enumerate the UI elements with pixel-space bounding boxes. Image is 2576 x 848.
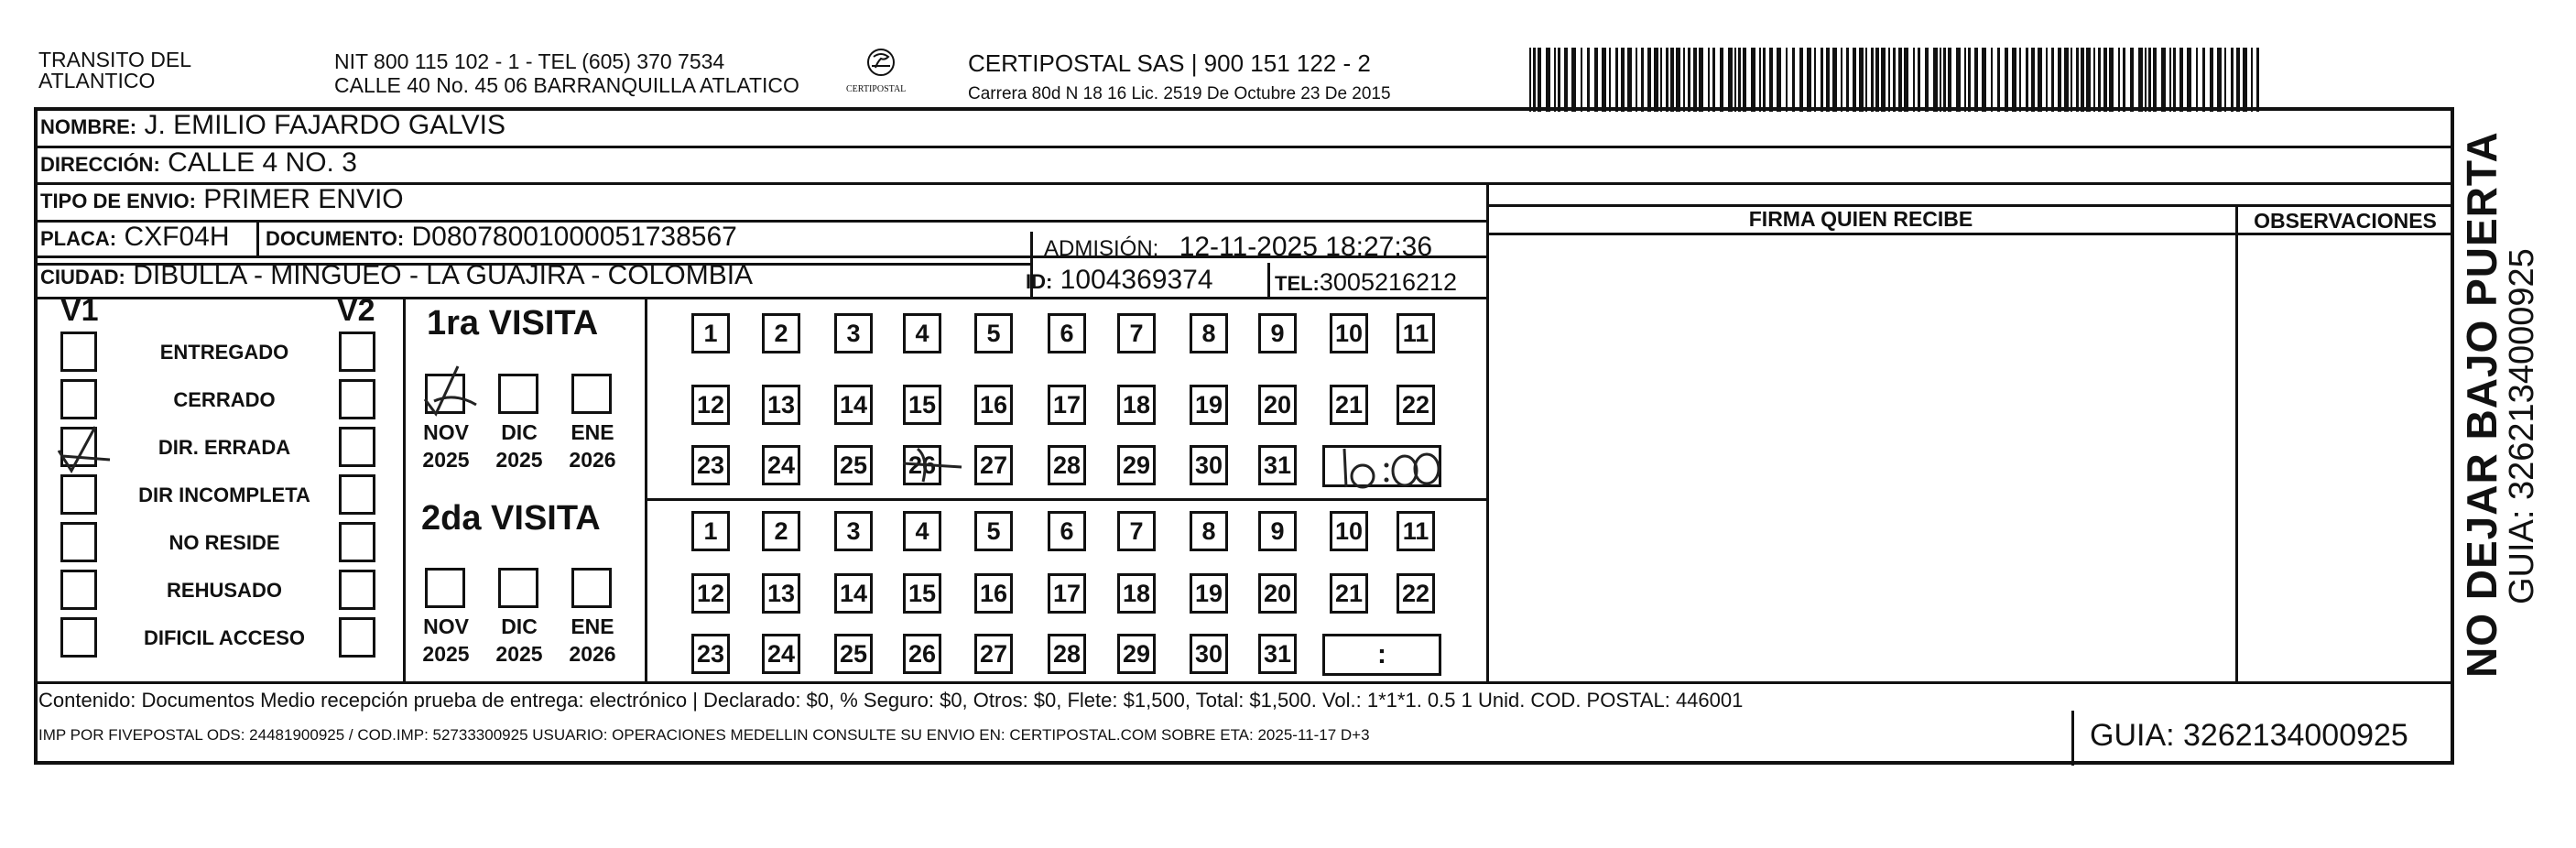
barcode-bar: [1728, 48, 1733, 112]
barcode-bar: [1627, 48, 1632, 112]
guide-number: GUIA: 3262134000925: [2090, 718, 2408, 753]
day-box[interactable]: 8: [1190, 511, 1228, 551]
v2-checkbox[interactable]: [339, 474, 375, 515]
day-box[interactable]: 14: [834, 573, 873, 614]
side-guide-number: GUIA: 3262134000925: [2503, 248, 2541, 604]
day-box[interactable]: 5: [974, 313, 1013, 353]
barcode-bar: [2038, 48, 2042, 112]
v2-checkbox[interactable]: [339, 427, 375, 467]
day-box[interactable]: 1: [691, 313, 730, 353]
day-box[interactable]: 24: [762, 634, 800, 674]
barcode-bar: [1841, 48, 1842, 112]
barcode-bar: [1759, 48, 1761, 112]
barcode-bar: [2051, 48, 2054, 112]
barcode-bar: [2076, 48, 2079, 112]
day-box[interactable]: 11: [1397, 313, 1435, 353]
barcode: [1529, 48, 2269, 112]
sender-name-line1: TRANSITO DEL: [38, 48, 191, 71]
shipping-type: PRIMER ENVIO: [203, 184, 404, 214]
year-label: 2025: [422, 642, 470, 666]
admission-datetime: 12-11-2025 18:27:36: [1179, 232, 1433, 262]
status-option-label: CERRADO: [173, 388, 276, 411]
tel-field: [1275, 266, 1457, 299]
v2-checkbox[interactable]: [339, 332, 375, 372]
day-box[interactable]: 10: [1330, 313, 1368, 353]
document-field: [266, 222, 737, 255]
recipient-tel: 3005216212: [1319, 268, 1458, 296]
barcode-bar: [2019, 48, 2021, 112]
row-divider: [36, 681, 2452, 684]
barcode-bar: [1769, 48, 1773, 112]
barcode-bar: [2123, 48, 2125, 112]
status-option-label: DIR INCOMPLETA: [138, 484, 310, 506]
barcode-bar: [1853, 48, 1856, 112]
barcode-bar: [1997, 48, 2000, 112]
month-checkbox[interactable]: [498, 374, 538, 414]
certipostal-logo-text: CERTIPOSTAL: [846, 84, 907, 94]
day-box[interactable]: 29: [1117, 445, 1156, 485]
day-box[interactable]: 24: [762, 445, 800, 485]
barcode-bar: [1846, 48, 1849, 112]
barcode-bar: [2081, 48, 2084, 112]
barcode-bar: [1777, 48, 1781, 112]
first-visit-label: 1ra VISITA: [427, 304, 599, 342]
barcode-bar: [2031, 48, 2035, 112]
barcode-bar: [2012, 48, 2016, 112]
day-box[interactable]: 21: [1330, 385, 1368, 425]
barcode-bar: [1968, 48, 1971, 112]
day-box[interactable]: 10: [1330, 511, 1368, 551]
barcode-bar: [2093, 48, 2095, 112]
column-divider: [1486, 182, 1489, 682]
v1-checkbox[interactable]: [60, 379, 97, 419]
day-box[interactable]: 20: [1258, 385, 1297, 425]
handwritten-time: [1330, 445, 1449, 491]
month-label: NOV: [423, 614, 469, 638]
barcode-bar: [2224, 48, 2226, 112]
status-option-label: REHUSADO: [167, 579, 282, 602]
barcode-bar: [2026, 48, 2028, 112]
plate: CXF04H: [124, 222, 230, 252]
barcode-bar: [1683, 48, 1685, 112]
day-box[interactable]: 31: [1258, 445, 1297, 485]
shipping-type-label: TIPO DE ENVIO:: [40, 190, 196, 212]
certipostal-logo: [844, 46, 918, 103]
barcode-bar: [1875, 48, 1879, 112]
barcode-bar: [2138, 48, 2143, 112]
barcode-bar: [1602, 48, 1606, 112]
barcode-bar: [1615, 48, 1618, 112]
barcode-bar: [2196, 48, 2198, 112]
barcode-bar: [1763, 48, 1766, 112]
column-divider: [256, 220, 259, 256]
barcode-bar: [1991, 48, 1993, 112]
year-label: 2025: [422, 448, 470, 472]
barcode-bar: [1676, 48, 1680, 112]
barcode-bar: [1792, 48, 1795, 112]
barcode-bar: [1821, 48, 1823, 112]
day-box[interactable]: 23: [691, 445, 730, 485]
recipient-address: CALLE 4 NO. 3: [168, 147, 357, 178]
nov-check-mark: [421, 364, 485, 419]
v2-checkbox[interactable]: [339, 570, 375, 610]
courier-address-license: Carrera 80d N 18 16 Lic. 2519 De Octubre 23 De 2015: [968, 84, 1391, 103]
barcode-bar: [1564, 48, 1568, 112]
v2-label: V2: [337, 293, 375, 328]
courier-name-nit: CERTIPOSTAL SAS | 900 151 122 - 2: [968, 49, 1371, 77]
barcode-bar: [1693, 48, 1697, 112]
barcode-bar: [2169, 48, 2171, 112]
tel-label: TEL:: [1275, 272, 1320, 295]
barcode-bar: [1865, 48, 1867, 112]
barcode-bar: [1533, 48, 1536, 112]
month-checkbox[interactable]: [425, 568, 465, 608]
day-box[interactable]: 19: [1190, 573, 1228, 614]
barcode-bar: [1571, 48, 1576, 112]
barcode-bar: [2103, 48, 2107, 112]
contents-declaration: Contenido: Documentos Medio recepción prueba de entrega: electrónico | Declarado: $0, % Seguro: $0, Otros: $0, Flete: $1,500, Total: $1,500. Vol.: 1*1*1. 0.5 1 Unid. COD. POSTAL: 446001: [38, 689, 1744, 712]
barcode-bar: [1738, 48, 1741, 112]
barcode-bar: [2251, 48, 2253, 112]
barcode-bar: [1587, 48, 1590, 112]
barcode-bar: [1807, 48, 1811, 112]
barcode-bar: [1688, 48, 1690, 112]
barcode-bar: [1898, 48, 1902, 112]
day-box[interactable]: 1: [691, 511, 730, 551]
shipping-type-row: [40, 184, 404, 217]
address-row: [40, 147, 357, 180]
barcode-bar: [2109, 48, 2114, 112]
barcode-bar: [1933, 48, 1938, 112]
day-box[interactable]: 12: [691, 573, 730, 614]
barcode-bar: [1743, 48, 1746, 112]
barcode-bar: [1832, 48, 1837, 112]
address-label: DIRECCIÓN:: [40, 153, 160, 176]
barcode-bar: [1594, 48, 1598, 112]
barcode-bar: [1913, 48, 1915, 112]
barcode-bar: [1948, 48, 1951, 112]
year-label: 2025: [495, 448, 543, 472]
year-label: 2025: [495, 642, 543, 666]
barcode-bar: [1786, 48, 1788, 112]
day-box[interactable]: 19: [1190, 385, 1228, 425]
day-box[interactable]: 5: [974, 511, 1013, 551]
barcode-bar: [2058, 48, 2061, 112]
status-option-label: DIR. ERRADA: [158, 436, 291, 459]
day-box[interactable]: 17: [1048, 573, 1086, 614]
month-label: NOV: [423, 420, 469, 444]
admission-label: ADMISIÓN:: [1044, 236, 1159, 261]
barcode-bar: [2256, 48, 2259, 112]
print-info: IMP POR FIVEPOSTAL ODS: 24481900925 / COD.IMP: 52733300925 USUARIO: OPERACIONES MEDELLIN CONSULTE SU ENVIO EN: CERTIPOSTAL.COM SOBRE ETA: 2025-11-17 D+3: [38, 726, 1370, 744]
recipient-id: 1004369374: [1060, 265, 1213, 295]
do-not-leave-under-door: NO DEJAR BAJO PUERTA: [2458, 131, 2505, 678]
id-field: [1026, 265, 1213, 298]
barcode-bar: [2231, 48, 2234, 112]
barcode-bar: [2005, 48, 2008, 112]
barcode-bar: [1925, 48, 1929, 112]
barcode-bar: [1888, 48, 1890, 112]
day-box[interactable]: 17: [1048, 385, 1086, 425]
sender-nit-phone: NIT 800 115 102 - 1 - TEL (605) 370 7534: [334, 49, 725, 73]
barcode-bar: [1699, 48, 1703, 112]
barcode-bar: [2118, 48, 2120, 112]
day-box[interactable]: 7: [1117, 511, 1156, 551]
barcode-bar: [1982, 48, 1986, 112]
status-option-label: DIFICIL ACCESO: [143, 626, 305, 649]
row-divider: [36, 146, 2452, 148]
month-checkbox[interactable]: [571, 374, 612, 414]
plate-label: PLACA:: [40, 227, 117, 250]
day-box[interactable]: 31: [1258, 634, 1297, 674]
barcode-bar: [2153, 48, 2157, 112]
barcode-bar: [1734, 48, 1736, 112]
barcode-bar: [1654, 48, 1658, 112]
month-checkbox[interactable]: [498, 568, 538, 608]
barcode-bar: [1859, 48, 1864, 112]
barcode-bar: [1881, 48, 1886, 112]
admission-field: [1044, 232, 1432, 265]
day-box[interactable]: 13: [762, 385, 800, 425]
day-box[interactable]: 2: [762, 511, 800, 551]
column-divider: [403, 297, 406, 681]
barcode-bar: [2236, 48, 2240, 112]
observations-header: OBSERVACIONES: [2254, 209, 2437, 233]
barcode-bar: [1751, 48, 1755, 112]
day-box[interactable]: 14: [834, 385, 873, 425]
barcode-bar: [1943, 48, 1946, 112]
barcode-bar: [1893, 48, 1896, 112]
row-divider: [645, 498, 1488, 501]
barcode-bar: [2243, 48, 2247, 112]
barcode-bar: [2187, 48, 2191, 112]
day-box[interactable]: 2: [762, 313, 800, 353]
barcode-bar: [2179, 48, 2183, 112]
column-divider: [2235, 204, 2238, 682]
barcode-bar: [2161, 48, 2166, 112]
v1-check-mark: [53, 423, 117, 478]
v2-checkbox[interactable]: [339, 379, 375, 419]
v2-checkbox[interactable]: [339, 617, 375, 658]
day-box[interactable]: 27: [974, 634, 1013, 674]
day-box[interactable]: 20: [1258, 573, 1297, 614]
day-box[interactable]: 28: [1048, 634, 1086, 674]
barcode-bar: [2145, 48, 2147, 112]
barcode-bar: [1666, 48, 1668, 112]
name-label: NOMBRE:: [40, 115, 137, 138]
month-label: ENE: [571, 614, 614, 638]
v1-checkbox[interactable]: [60, 474, 97, 515]
day-box[interactable]: 18: [1117, 385, 1156, 425]
barcode-bar: [1814, 48, 1816, 112]
day-box[interactable]: 15: [903, 573, 941, 614]
barcode-bar: [1636, 48, 1637, 112]
status-option-label: NO RESIDE: [168, 531, 280, 554]
barcode-bar: [2046, 48, 2048, 112]
column-divider: [645, 297, 647, 681]
day-box[interactable]: 6: [1048, 511, 1086, 551]
year-label: 2026: [569, 642, 616, 666]
sender-name-line2: ATLANTICO: [38, 69, 156, 92]
barcode-bar: [1956, 48, 1961, 112]
day-box[interactable]: 3: [834, 313, 873, 353]
barcode-bar: [1826, 48, 1830, 112]
day-box[interactable]: 22: [1397, 385, 1435, 425]
day-box[interactable]: 9: [1258, 313, 1297, 353]
status-option-label: ENTREGADO: [159, 341, 289, 364]
barcode-bar: [1964, 48, 1966, 112]
barcode-bar: [1974, 48, 1978, 112]
column-divider: [1267, 263, 1270, 298]
month-checkbox[interactable]: [571, 568, 612, 608]
city: DIBULLA - MINGUEO - LA GUAJIRA - COLOMBIA: [133, 260, 754, 290]
v1-checkbox[interactable]: [60, 332, 97, 372]
barcode-bar: [2202, 48, 2205, 112]
day-box[interactable]: 16: [974, 573, 1013, 614]
barcode-bar: [1546, 48, 1550, 112]
barcode-bar: [1660, 48, 1662, 112]
barcode-bar: [2130, 48, 2134, 112]
barcode-bar: [1554, 48, 1556, 112]
barcode-bar: [2086, 48, 2091, 112]
day-box[interactable]: 27: [974, 445, 1013, 485]
barcode-bar: [2098, 48, 2101, 112]
barcode-bar: [2148, 48, 2151, 112]
day-box[interactable]: 7: [1117, 313, 1156, 353]
barcode-bar: [2071, 48, 2072, 112]
barcode-bar: [1581, 48, 1582, 112]
sender-address: CALLE 40 No. 45 06 BARRANQUILLA ATLATICO: [334, 73, 799, 97]
day-box[interactable]: 30: [1190, 445, 1228, 485]
barcode-bar: [2210, 48, 2213, 112]
barcode-bar: [1621, 48, 1625, 112]
day-box[interactable]: 4: [903, 511, 941, 551]
city-field: [40, 260, 753, 293]
day-box[interactable]: 25: [834, 634, 873, 674]
plate-field: [40, 222, 230, 255]
day-box[interactable]: 13: [762, 573, 800, 614]
month-label: ENE: [571, 420, 614, 444]
row-divider: [36, 220, 1488, 223]
id-label: ID:: [1026, 270, 1053, 293]
signature-header: FIRMA QUIEN RECIBE: [1748, 207, 1973, 231]
barcode-bar: [1558, 48, 1560, 112]
day-box[interactable]: 11: [1397, 511, 1435, 551]
barcode-bar: [1720, 48, 1723, 112]
barcode-bar: [1647, 48, 1651, 112]
v1-checkbox[interactable]: [60, 617, 97, 658]
v1-checkbox[interactable]: [60, 522, 97, 562]
recipient-name: J. EMILIO FAJARDO GALVIS: [144, 110, 505, 140]
barcode-bar: [2217, 48, 2222, 112]
day-box[interactable]: 23: [691, 634, 730, 674]
day-26-mark: [901, 445, 965, 491]
barcode-bar: [1799, 48, 1803, 112]
v2-checkbox[interactable]: [339, 522, 375, 562]
second-visit-label: 2da VISITA: [421, 499, 601, 538]
month-label: DIC: [501, 614, 538, 638]
day-box[interactable]: 28: [1048, 445, 1086, 485]
day-box[interactable]: 3: [834, 511, 873, 551]
barcode-bar: [2173, 48, 2176, 112]
column-divider: [2071, 711, 2074, 766]
row-divider: [36, 297, 1488, 299]
day-box[interactable]: 4: [903, 313, 941, 353]
document-label: DOCUMENTO:: [266, 227, 405, 250]
month-label: DIC: [501, 420, 538, 444]
day-box[interactable]: 30: [1190, 634, 1228, 674]
name-row: [40, 110, 505, 143]
day-box[interactable]: 12: [691, 385, 730, 425]
barcode-bar: [1538, 48, 1541, 112]
day-box[interactable]: 6: [1048, 313, 1086, 353]
v1-label: V1: [60, 293, 99, 328]
barcode-bar: [1708, 48, 1710, 112]
day-box[interactable]: 29: [1117, 634, 1156, 674]
day-box[interactable]: 16: [974, 385, 1013, 425]
barcode-bar: [1904, 48, 1908, 112]
day-box[interactable]: 22: [1397, 573, 1435, 614]
day-box[interactable]: 26: [903, 634, 941, 674]
barcode-bar: [1871, 48, 1874, 112]
day-box[interactable]: 21: [1330, 573, 1368, 614]
day-box[interactable]: 18: [1117, 573, 1156, 614]
barcode-bar: [1940, 48, 1941, 112]
barcode-bar: [1609, 48, 1611, 112]
day-box[interactable]: 8: [1190, 313, 1228, 353]
barcode-bar: [1918, 48, 1920, 112]
document-number: D08078001000051738567: [411, 222, 737, 252]
v1-checkbox[interactable]: [60, 570, 97, 610]
day-box[interactable]: 9: [1258, 511, 1297, 551]
time-box[interactable]: :: [1322, 634, 1441, 676]
day-box[interactable]: 15: [903, 385, 941, 425]
year-label: 2026: [569, 448, 616, 472]
city-label: CIUDAD:: [40, 266, 125, 288]
barcode-bar: [1712, 48, 1715, 112]
barcode-bar: [1641, 48, 1644, 112]
day-box[interactable]: 26: [903, 445, 941, 485]
barcode-bar: [2064, 48, 2069, 112]
barcode-bar: [1670, 48, 1674, 112]
barcode-bar: [1529, 48, 1531, 112]
day-box[interactable]: 25: [834, 445, 873, 485]
